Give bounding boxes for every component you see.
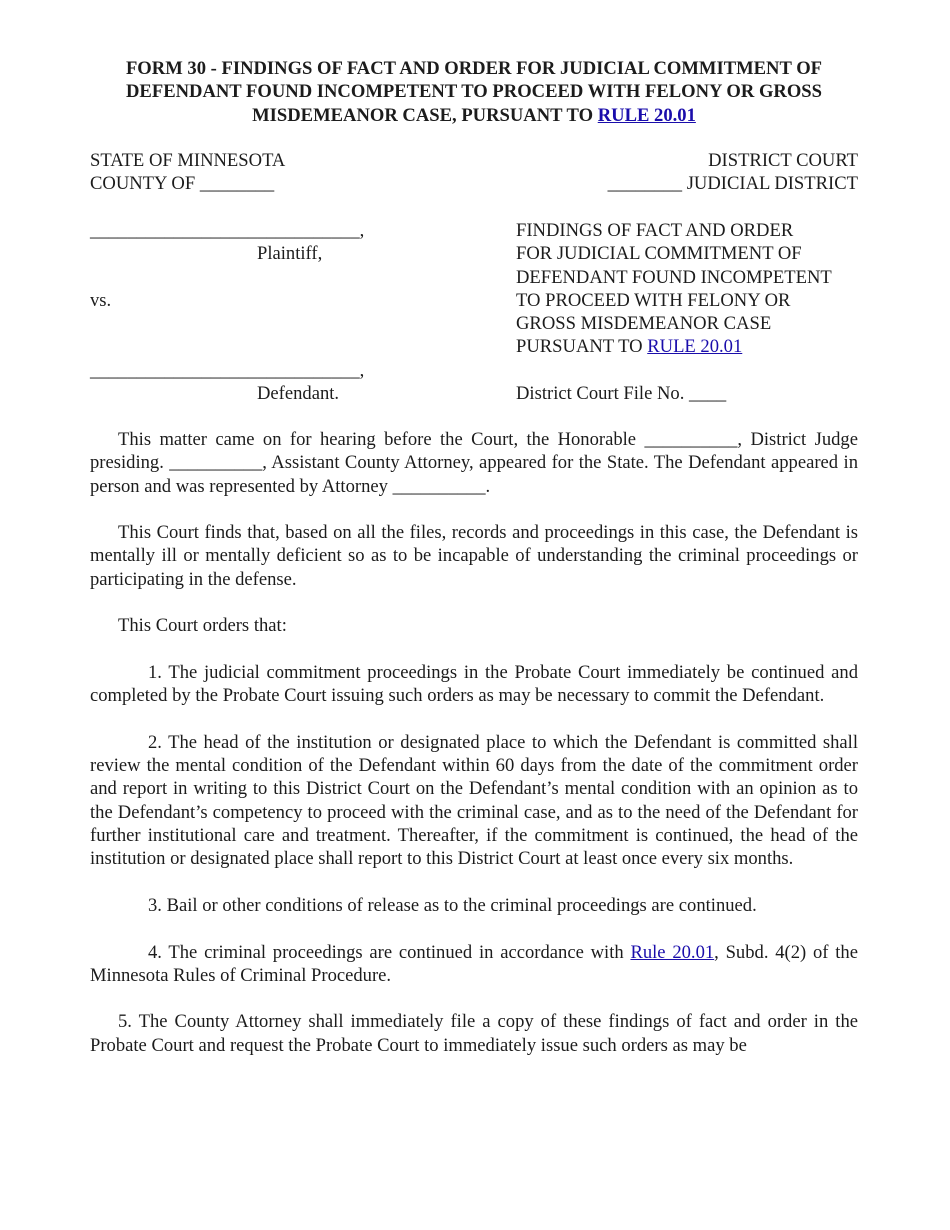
- plaintiff-blank: _____________________________,: [90, 220, 365, 241]
- plaintiff-label: Plaintiff,: [257, 243, 323, 265]
- document-body: [90, 428, 858, 1080]
- rule-20-01-link-title[interactable]: RULE 20.01: [597, 104, 696, 126]
- order-item-4-text-end: , Subd. 4(2) of the Minnesota Rules of Criminal Procedure.: [90, 941, 858, 986]
- doc-title-line: FINDINGS OF FACT AND ORDER: [516, 220, 794, 241]
- paragraph-orders-intro: This Court orders that:: [118, 615, 287, 637]
- case-caption-parties: [90, 219, 390, 405]
- title-line-3-text: MISDEMEANOR CASE, PURSUANT TO: [252, 104, 598, 126]
- pursuant-text: PURSUANT TO: [516, 336, 648, 358]
- title-line-1: FORM 30 - FINDINGS OF FACT AND ORDER FOR JUDICIAL COMMITMENT OF: [125, 58, 823, 79]
- doc-title-pursuant: [516, 335, 876, 358]
- title-line-3: [82, 104, 866, 127]
- defendant-blank: _____________________________,: [90, 359, 365, 381]
- rule-20-01-link-caption[interactable]: RULE 20.01: [647, 336, 743, 358]
- versus-label: vs.: [90, 289, 112, 311]
- doc-title-line: DEFENDANT FOUND INCOMPETENT: [516, 266, 832, 288]
- case-caption-title: [516, 219, 876, 405]
- doc-title-line: TO PROCEED WITH FELONY OR: [516, 289, 791, 311]
- order-item-4-text: 4. The criminal proceedings are continued in accordance with: [148, 941, 631, 963]
- order-item-3: 3. Bail or other conditions of release as to the criminal proceedings are continued.: [148, 894, 757, 916]
- rule-20-01-link-body[interactable]: Rule 20.01: [630, 941, 715, 963]
- court-label: DISTRICT COURT: [708, 150, 858, 171]
- paragraph-findings: This Court finds that, based on all the files, records and proceedings in this case, the Defendant is mentally ill or mentally deficient so as to be incapable of understanding the criminal proceedings or participating in the defense.: [90, 522, 858, 590]
- title-line-2: DEFENDANT FOUND INCOMPETENT TO PROCEED WITH FELONY OR GROSS: [126, 81, 822, 103]
- form-title: [82, 57, 866, 127]
- defendant-label: Defendant.: [257, 383, 340, 405]
- county-label: COUNTY OF ________: [90, 173, 275, 195]
- file-number: District Court File No. ____: [516, 383, 727, 405]
- order-item-5: 5. The County Attorney shall immediately file a copy of these findings of fact and order in the Probate Court and request the Probate Court to immediately issue such orders as may be: [90, 1011, 858, 1056]
- venue-left: [90, 149, 285, 196]
- venue-right: [608, 149, 858, 196]
- order-item-4: [90, 941, 858, 988]
- paragraph-hearing: This matter came on for hearing before the Court, the Honorable __________, District Judge presiding. __________, Assistant County Attorney, appeared for the State. The Defendant appeared in person and was represented by Attorney __________.: [90, 429, 858, 497]
- state-label: STATE OF MINNESOTA: [90, 150, 286, 171]
- doc-title-line: FOR JUDICIAL COMMITMENT OF: [516, 243, 802, 265]
- order-item-1: 1. The judicial commitment proceedings in the Probate Court immediately be continued and completed by the Probate Court issuing such orders as may be necessary to commit the Defendant.: [90, 661, 858, 707]
- doc-title-line: GROSS MISDEMEANOR CASE: [516, 313, 772, 335]
- order-item-2: 2. The head of the institution or designated place to which the Defendant is committed shall review the mental condition of the Defendant within 60 days from the date of the commitment order and report in writing to this District Court on the Defendant’s mental condition with an opinion as to the Defendant’s competency to proceed with the criminal case, and as to the need of the Defendant for further institutional care and treatment. Thereafter, if the commitment is continued, the head of the institution or designated place shall report to this District Court at least once every six months.: [90, 731, 858, 870]
- district-label: ________ JUDICIAL DISTRICT: [607, 173, 858, 195]
